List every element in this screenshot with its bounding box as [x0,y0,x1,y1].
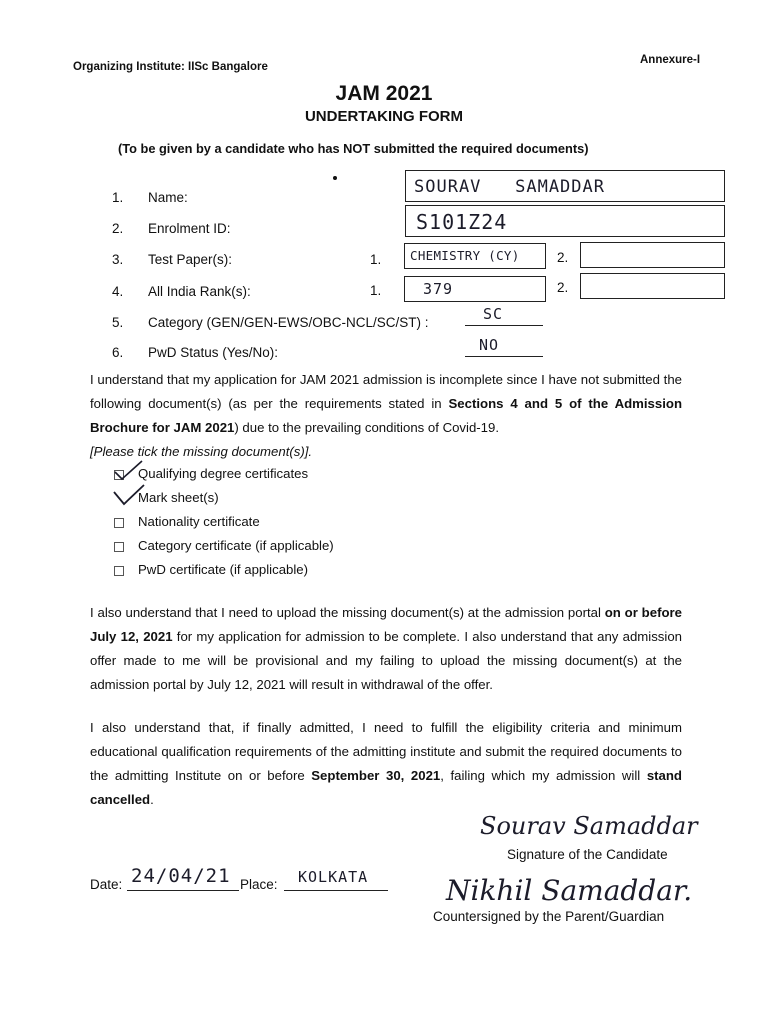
form-subtitle: UNDERTAKING FORM [304,108,464,125]
rank-1-field[interactable] [404,276,546,302]
paragraph-text: . [150,792,154,807]
test-paper-label: Test Paper(s): [148,252,233,267]
category-value: SC [483,305,504,323]
paragraph-bold-text: September 30, 2021 [311,768,441,783]
form-note: (To be given by a candidate who has NOT submitted the required documents) [118,141,589,156]
candidate-signature: Sourav Samaddar [480,812,698,840]
place-field[interactable] [284,866,388,891]
checkbox-category[interactable] [114,542,124,552]
stray-dot [333,176,337,180]
paragraph-text: I understand that my application for JAM 2021 admission is incomplete since I have not submitted the following document(s) (as per the requirements stated in [90,372,682,411]
date-label: Date: [90,877,123,892]
statement-paragraph-2 [90,601,682,697]
paragraph-text: for my application for admission to be complete. I also understand that any admission offer made to me will be provisional and my failing to upload the missing document(s) at the admission portal by July 12, 2021 will result in withdrawal of the offer. [90,629,683,692]
rank-2-field[interactable] [580,273,725,299]
rank-label: All India Rank(s): [148,284,251,299]
checkbox-nationality[interactable] [114,518,124,528]
paragraph-bold-text: on or before July 12, 2021 [90,605,682,644]
row-number: 5. [112,315,124,330]
form-title: JAM 2021 [335,82,433,105]
statement-paragraph-1 [90,368,682,464]
place-value: KOLKATA [298,868,369,886]
test-paper-1-field[interactable] [404,243,546,269]
paragraph-bold-text: Sections 4 and 5 of the Admission Brochure for JAM 2021 [90,396,682,435]
statement-paragraph-3 [90,716,682,812]
document-label: Qualifying degree certificates [138,466,309,481]
guardian-signature: Nikhil Samaddar. [446,874,693,907]
tick-instruction: [Please tick the missing document(s)]. [90,444,313,459]
paragraph-bold-text: stand cancelled [90,768,682,807]
category-field[interactable] [465,305,543,326]
name-label: Name: [148,190,188,205]
row-number: 6. [112,345,124,360]
rank-1-number: 1. [370,283,382,298]
enrolment-value: S101Z24 [416,210,508,234]
rank-2-number: 2. [557,280,569,295]
row-number: 4. [112,284,124,299]
category-label: Category (GEN/GEN-EWS/OBC-NCL/SC/ST) : [148,315,429,330]
test-paper-1-number: 1. [370,252,382,267]
pwd-field[interactable] [465,336,543,357]
row-number: 3. [112,252,124,267]
date-value: 24/04/21 [131,865,231,887]
test-paper-2-field[interactable] [580,242,725,268]
enrolment-field[interactable] [405,205,725,237]
row-number: 2. [112,221,124,236]
name-value: SOURAV SAMADDAR [414,177,605,197]
guardian-signature-caption: Countersigned by the Parent/Guardian [433,909,665,924]
checkbox-pwd[interactable] [114,566,124,576]
paragraph-text: , failing which my admission will [440,768,647,783]
row-number: 1. [112,190,124,205]
paragraph-text: I also understand that, if finally admitted, I need to fulfill the eligibility criteria and minimum educational qualification requirements of the admitting institute and submit the required documents to the admitting Institute on or before [90,720,682,783]
document-label: Nationality certificate [138,514,260,529]
pwd-value: NO [479,336,500,354]
document-label: PwD certificate (if applicable) [138,562,309,577]
rank-1-value: 379 [423,280,454,298]
candidate-signature-caption: Signature of the Candidate [507,847,668,862]
paragraph-text: I also understand that I need to upload the missing document(s) at the admission portal [90,605,605,620]
paragraph-text: ) due to the prevailing conditions of Covid-19. [234,420,500,435]
test-paper-2-number: 2. [557,250,569,265]
annexure-label: Annexure-I [640,54,701,66]
enrolment-label: Enrolment ID: [148,221,231,236]
date-field[interactable] [127,865,239,891]
test-paper-1-value: CHEMISTRY (CY) [410,248,520,263]
document-label: Category certificate (if applicable) [138,538,334,553]
document-label: Mark sheet(s) [138,490,219,505]
place-label: Place: [240,877,278,892]
name-field[interactable] [405,170,725,202]
organizer-text: Organizing Institute: IISc Bangalore [73,61,268,73]
pwd-label: PwD Status (Yes/No): [148,345,279,360]
